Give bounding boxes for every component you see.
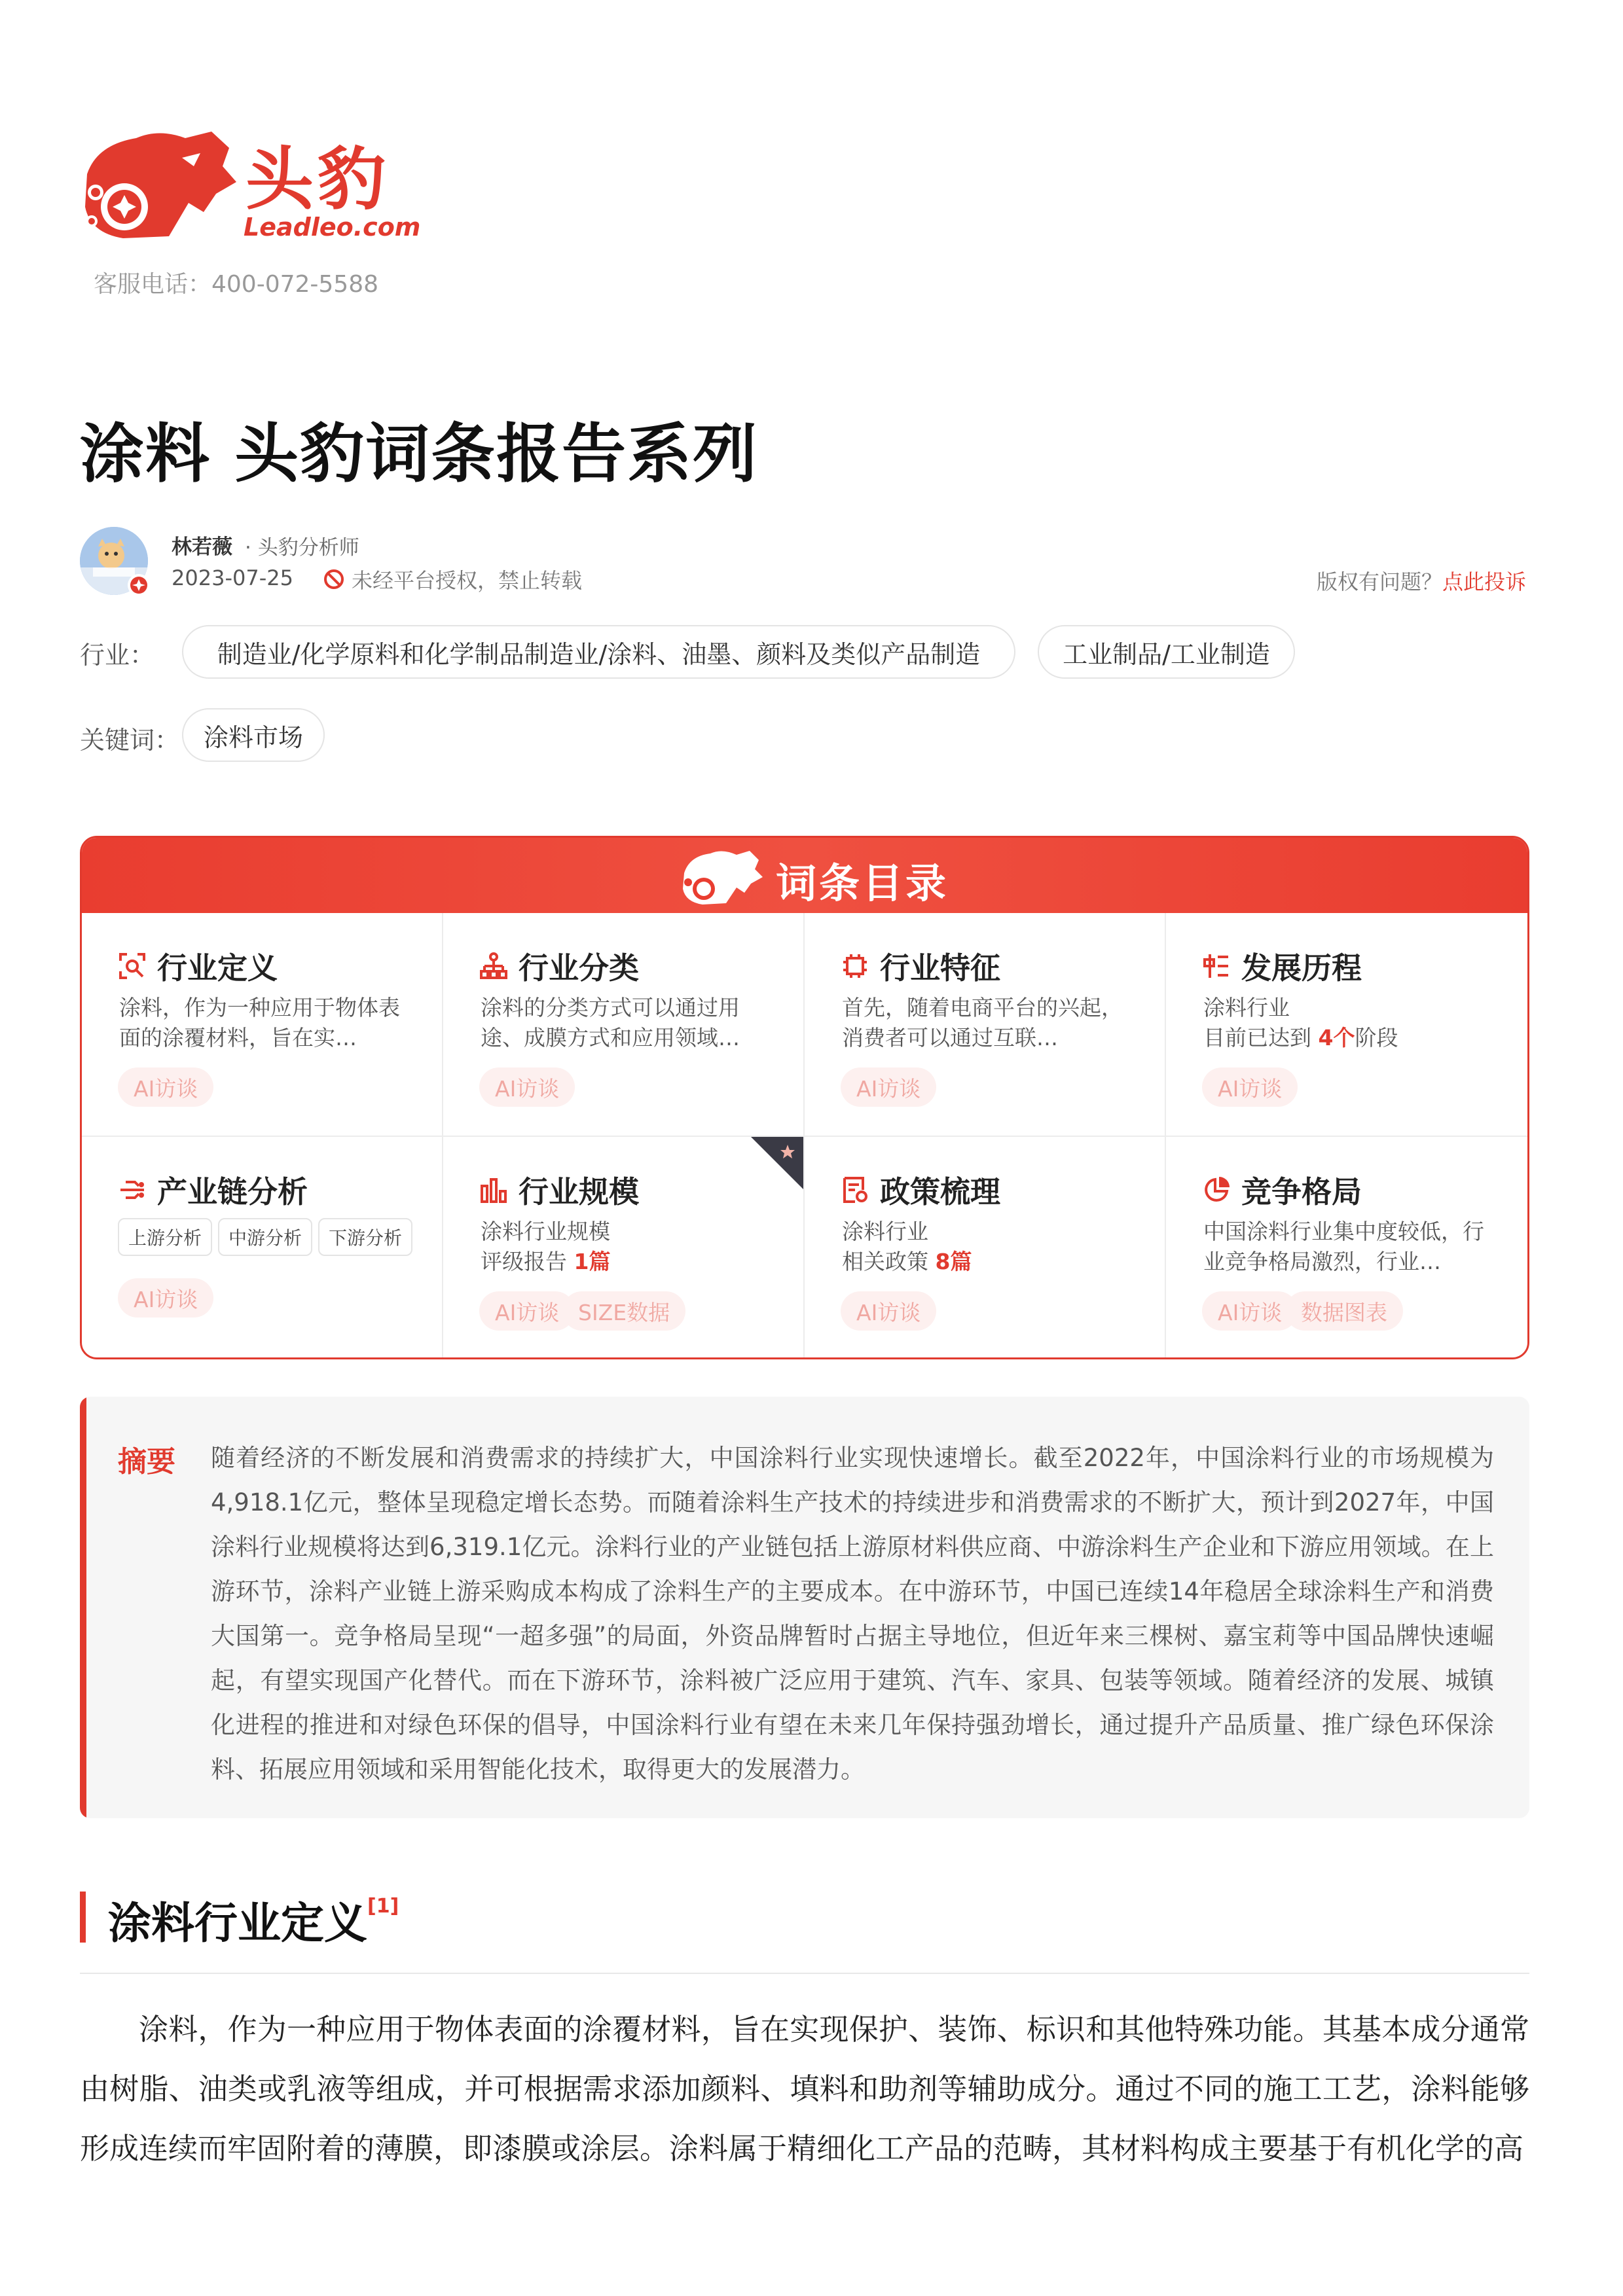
section-heading: [108, 1888, 399, 1950]
ai-interview-pill[interactable]: AI访谈: [118, 1067, 213, 1107]
toc-item-desc: 涂料行业规模 评级报告 1篇: [481, 1219, 611, 1274]
verified-badge-icon: [127, 573, 151, 597]
size-data-pill[interactable]: SIZE数据: [562, 1291, 685, 1331]
upstream-tag[interactable]: 上游分析: [118, 1218, 212, 1256]
section-divider: [80, 1973, 1529, 1974]
toc-item-desc: 涂料行业 目前已达到 4个阶段: [1203, 995, 1398, 1050]
brand-domain: Leadleo.com: [244, 213, 421, 242]
toc-title: 词条目录: [776, 859, 949, 907]
toc-item-title: 行业分类: [519, 950, 639, 986]
keywords-label: 关键词：: [80, 726, 180, 755]
toc-item-policy[interactable]: [805, 1137, 1166, 1359]
complaint-link[interactable]: 点此投诉: [1442, 569, 1526, 594]
chip-icon: [841, 952, 869, 980]
bar-chart-icon: [479, 1175, 508, 1204]
toc-item-classification[interactable]: [443, 913, 805, 1137]
ai-interview-pill[interactable]: AI访谈: [841, 1291, 936, 1331]
search-doc-icon: [118, 952, 147, 980]
reference-link[interactable]: [1]: [367, 1895, 399, 1918]
section-body: 涂料，作为一种应用于物体表面的涂覆材料，旨在实现保护、装饰、标识和其他特殊功能。其基本成分通常由树脂、油类或乳液等组成，并可根据需求添加颜料、填料和助剂等辅助成分。通过不同的施工工艺，涂料能够形成连续而牢固附着的薄膜，即漆膜或涂层。涂料属于精细化工产品的范畴，其材料构成主要基于有机化学的高: [80, 2012, 1529, 2166]
toc-item-definition[interactable]: [82, 913, 443, 1137]
toc-item-desc: 涂料，作为一种应用于物体表面的涂覆材料，旨在实…: [119, 995, 400, 1050]
section-title: 涂料行业定义: [108, 1898, 367, 1948]
page-title: 涂料 头豹词条报告系列: [80, 417, 759, 492]
timeline-icon: [1202, 952, 1231, 980]
service-hotline: 客服电话：400-072-5588: [94, 271, 379, 298]
ai-interview-pill[interactable]: AI访谈: [841, 1067, 936, 1107]
copyright-complaint: [1317, 565, 1526, 596]
industry-tag[interactable]: 制造业/化学原料和化学制品制造业/涂料、油墨、颜料及类似产品制造: [182, 625, 1015, 679]
reprint-notice-text: 未经平台授权，禁止转载: [352, 568, 583, 593]
midstream-tag[interactable]: 中游分析: [218, 1218, 312, 1256]
summary-label: 摘要: [118, 1445, 175, 1479]
leopard-logo-icon: [679, 847, 771, 906]
toc-item-title: 政策梳理: [880, 1174, 1000, 1210]
toc-item-features[interactable]: [805, 913, 1166, 1137]
toc-item-competition[interactable]: [1166, 1137, 1529, 1359]
prohibited-icon: [323, 568, 345, 590]
summary-text: 随着经济的不断发展和消费需求的持续扩大，中国涂料行业实现快速增长。截至2022年，中国涂料行业的市场规模为4,918.1亿元，整体呈现稳定增长态势。而随着涂料生产技术的持续进步和消费需求的不断扩大，预计到2027年，中国涂料行业规模将达到6,319.1亿元。涂料行业的产业链包括上游原材料供应商、中游涂料生产企业和下游应用领域。在上游环节，涂料产业链上游采购成本构成了涂料生产的主要成本。在中游环节，中国已连续14年稳居全球涂料生产和消费大国第一。竞争格局呈现“一超多强”的局面，外资品牌暂时占据主导地位，但近年来三棵树、嘉宝莉等中国品牌快速崛起，有望实现国产化替代。而在下游环节，涂料被广泛应用于建筑、汽车、家具、包装等领域。随着经济的发展、城镇化进程的推进和对绿色环保的倡导，中国涂料行业有望在未来几年保持强劲增长，通过提升产品质量、推广绿色环保涂料、拓展应用领域和采用智能化技术，取得更大的发展潜力。: [211, 1444, 1494, 1784]
copyright-question: 版权有问题？: [1316, 569, 1442, 594]
ai-interview-pill[interactable]: AI访谈: [1202, 1291, 1298, 1331]
reprint-notice: [323, 564, 582, 594]
toc-item-scale[interactable]: [443, 1137, 805, 1359]
pie-icon: [1202, 1175, 1231, 1204]
industry-label: 行业：: [80, 641, 155, 670]
data-chart-pill[interactable]: 数据图表: [1285, 1291, 1403, 1331]
toc-card: [80, 836, 1529, 1359]
ai-interview-pill[interactable]: AI访谈: [118, 1278, 213, 1318]
keyword-tag[interactable]: 涂料市场: [182, 708, 325, 762]
author-name[interactable]: 林若薇: [172, 535, 232, 559]
toc-item-title: 行业特征: [880, 950, 1000, 986]
industry-tag[interactable]: 工业制品/工业制造: [1038, 625, 1295, 679]
toc-item-title: 竞争格局: [1241, 1174, 1362, 1210]
section-accent-bar: [80, 1892, 86, 1943]
downstream-tag[interactable]: 下游分析: [318, 1218, 412, 1256]
author-role: · 头豹分析师: [245, 536, 359, 560]
publish-date: 2023-07-25: [172, 565, 293, 590]
toc-item-desc: 中国涂料行业集中度较低，行业竞争格局激烈，行业…: [1203, 1219, 1484, 1274]
toc-item-desc: 涂料行业 相关政策 8篇: [842, 1219, 972, 1274]
toc-item-chain[interactable]: [82, 1137, 443, 1359]
toc-header: [82, 838, 1527, 913]
star-corner-icon: [751, 1137, 803, 1189]
toc-item-desc: 首先，随着电商平台的兴起，消费者可以通过互联…: [842, 995, 1123, 1050]
toc-item-title: 行业规模: [519, 1174, 639, 1210]
toc-item-desc: 涂料的分类方式可以通过用途、成膜方式和应用领域…: [481, 995, 740, 1050]
toc-item-title: 发展历程: [1241, 950, 1362, 986]
ai-interview-pill[interactable]: AI访谈: [479, 1067, 575, 1107]
hierarchy-icon: [479, 952, 508, 980]
toc-item-title: 行业定义: [157, 950, 278, 986]
summary-box: [80, 1397, 1529, 1818]
ai-interview-pill[interactable]: AI访谈: [1202, 1067, 1298, 1107]
toc-item-history[interactable]: [1166, 913, 1529, 1137]
ai-interview-pill[interactable]: AI访谈: [479, 1291, 575, 1331]
summary-accent-bar: [80, 1397, 86, 1818]
toc-item-title: 产业链分析: [157, 1174, 308, 1210]
chain-icon: [118, 1175, 147, 1204]
brand-name: 头豹: [246, 139, 390, 219]
policy-doc-icon: [841, 1175, 869, 1204]
